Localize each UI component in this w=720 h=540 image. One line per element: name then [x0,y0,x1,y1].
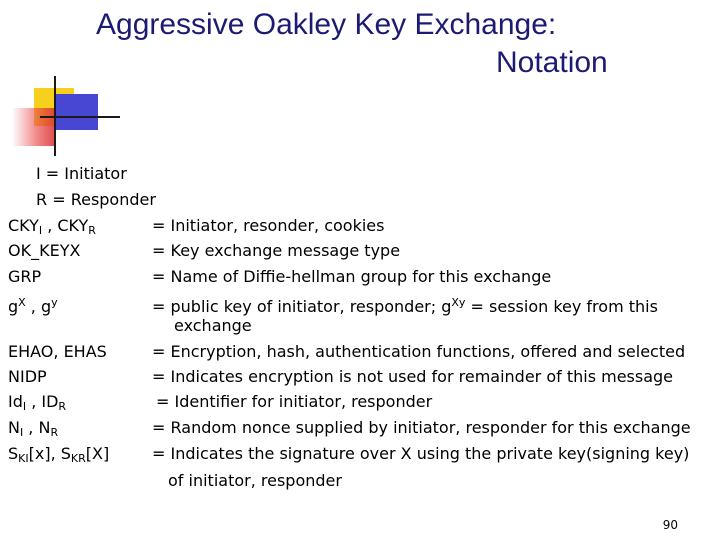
term-cookies: $CKY_I$ , $CKY_R$ [8,216,96,237]
term-public-keys: $g^X$ , $g^y$ [8,296,58,316]
desc-public-keys: = public key of initiator, responder; $g^{Xy}$ = session key from this [152,296,658,316]
term-nonces: $N_I$ , $N_R$ [8,418,59,439]
slide-title-line2: Notation [496,46,608,79]
desc-grp: = Name of Diffie-hellman group for this exchange [152,267,552,286]
initiator-definition: I = Initiator [36,164,127,183]
term-identifiers: $Id_I$ , $ID_R$ [8,392,67,413]
desc-cookies: = Initiator, resonder, cookies [152,216,385,235]
desc-public-keys-cont: exchange [174,316,252,335]
desc-ehao-ehas: = Encryption, hash, authentication functions, offered and selected [152,342,686,361]
logo-horizontal-line [40,116,120,118]
desc-nonces: = Random nonce supplied by initiator, responder for this exchange [152,418,691,437]
desc-signatures-cont: of initiator, responder [168,471,342,490]
desc-ok-keyx: = Key exchange message type [152,241,401,260]
responder-definition: R = Responder [36,190,156,209]
logo-blue-square [56,94,98,130]
desc-nidp: = Indicates encryption is not used for remainder of this message [152,367,674,386]
desc-identifiers: = Identifier for initiator, responder [156,392,433,411]
term-ehao-ehas: EHAO, EHAS [8,342,107,361]
term-ok-keyx: OK_KEYX [8,241,81,260]
page-number: 90 [662,518,678,532]
term-grp: GRP [8,267,42,286]
logo-red-square [12,108,54,146]
desc-signatures: = Indicates the signature over X using the private key(signing key) [152,444,690,463]
term-signatures: $S_{KI}[x]$, $S_{KR}[X]$ [8,444,110,465]
term-nidp: NIDP [8,367,47,386]
slide-title-line1: Aggressive Oakley Key Exchange: [96,8,557,41]
